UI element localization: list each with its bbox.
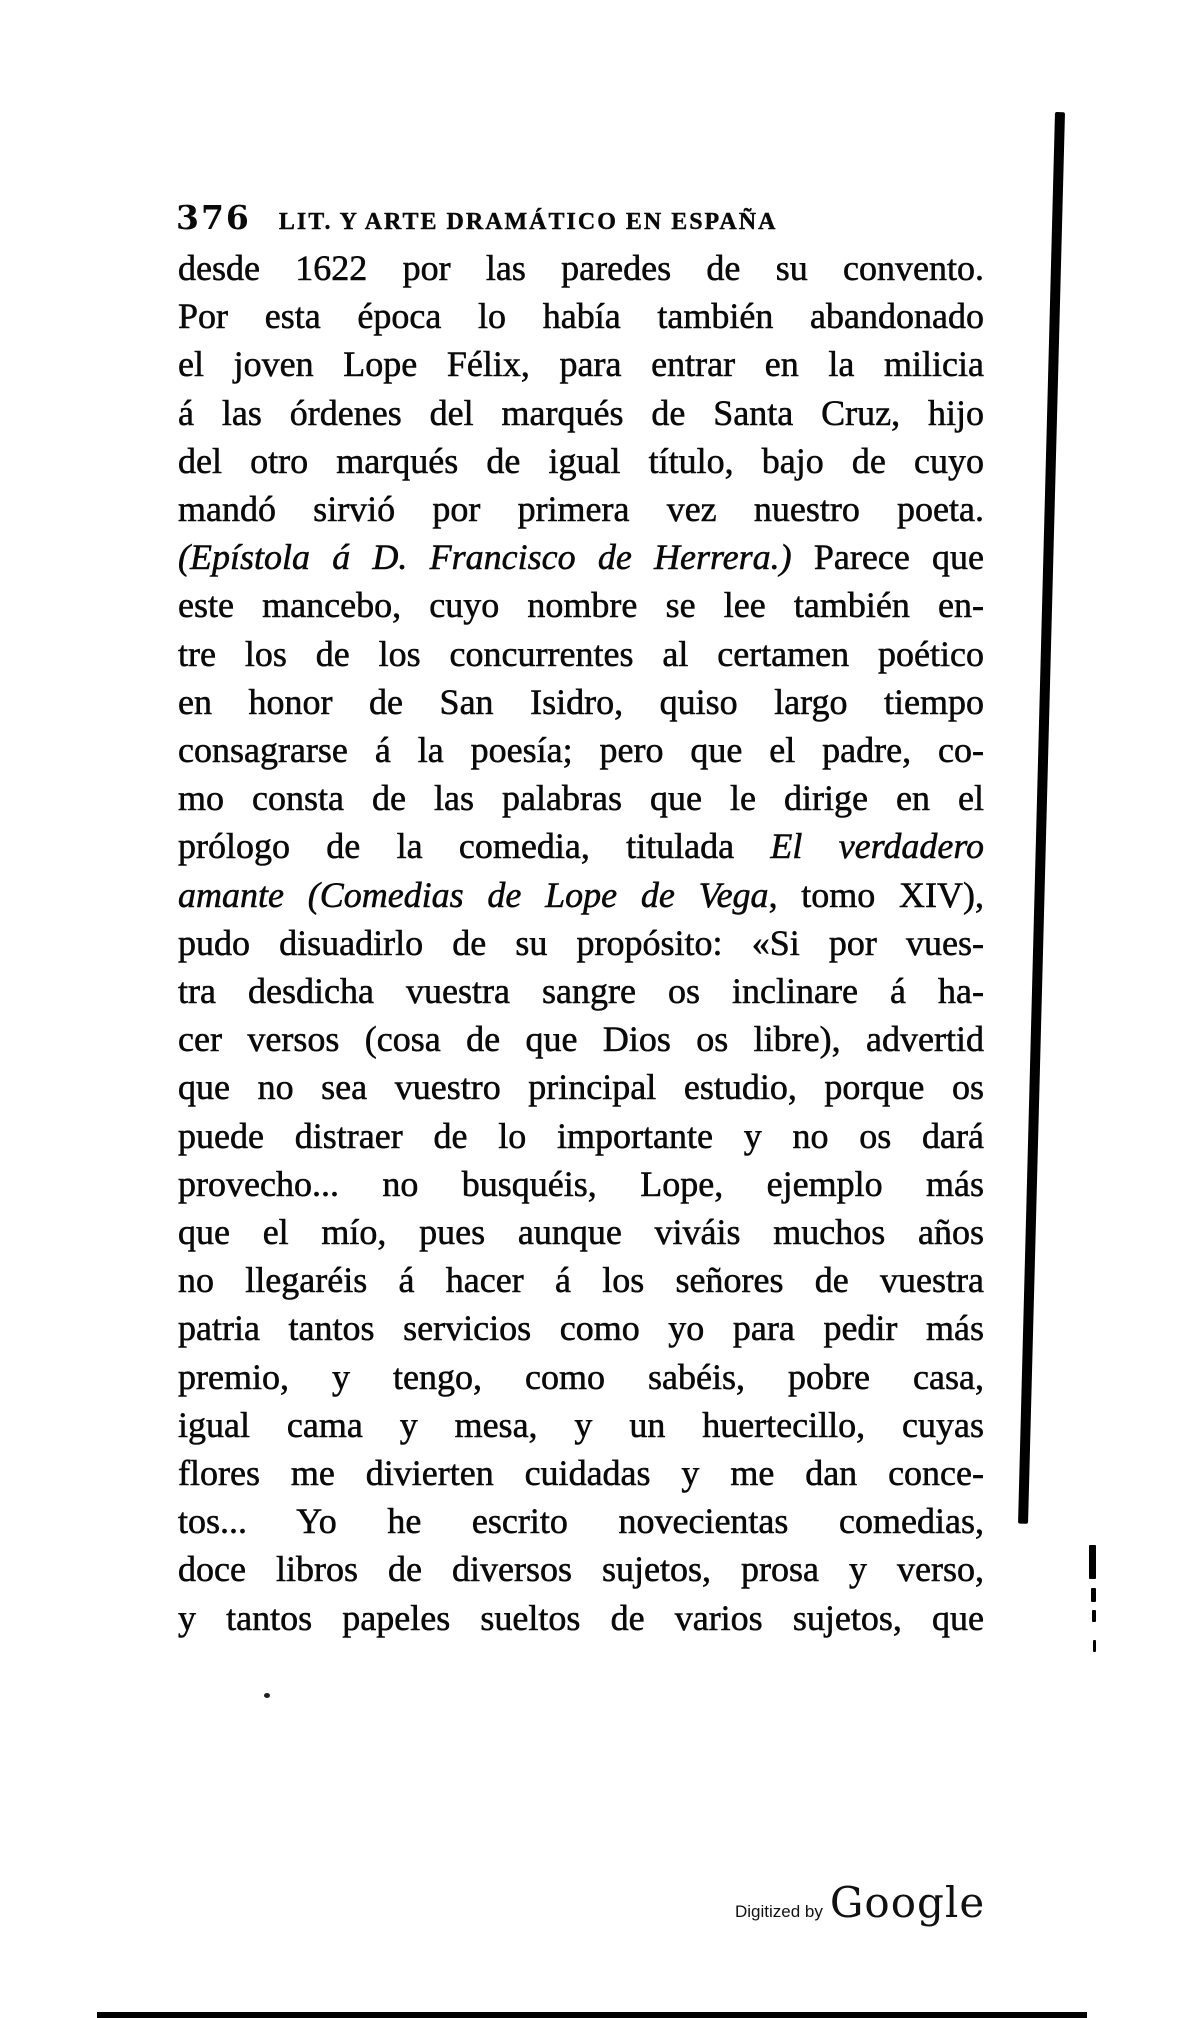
text-segment: El verdadero (770, 826, 984, 867)
text-segment: á las órdenes del marqués de Santa Cruz, hijo (178, 392, 984, 433)
text-line (178, 967, 984, 1015)
text-segment: Por esta época lo había también abandonado (178, 296, 984, 337)
text-line (178, 1401, 984, 1449)
text-line (178, 1449, 984, 1497)
text-line (178, 533, 984, 581)
text-line (178, 437, 984, 485)
text-line (178, 340, 984, 388)
text-segment: tra desdicha vuestra sangre os inclinare á ha- (178, 971, 984, 1012)
text-segment: flores me divierten cuidadas y me dan conce- (178, 1453, 984, 1494)
text-line (178, 1594, 984, 1642)
text-line (178, 581, 984, 629)
text-segment: pudo disuadirlo de su propósito: «Si por vues- (178, 922, 984, 963)
scan-bottom-edge (97, 2012, 1087, 2018)
scan-gutter-dash (1092, 1610, 1096, 1622)
text-line (178, 485, 984, 533)
watermark (735, 1878, 985, 1927)
text-segment: tre los de los concurrentes al certamen poético (178, 633, 984, 674)
scan-speck (264, 1693, 270, 1698)
text-segment: que no sea vuestro principal estudio, porque os (178, 1067, 984, 1108)
text-segment: , tomo XIV), (768, 874, 984, 915)
text-segment: patria tantos servicios como yo para pedir más (178, 1308, 984, 1349)
text-segment: Parece que (791, 537, 985, 578)
text-segment: doce libros de diversos sujetos, prosa y verso, (178, 1549, 984, 1590)
text-line (178, 774, 984, 822)
scan-gutter-dash (1093, 1640, 1096, 1652)
text-segment: en honor de San Isidro, quiso largo tiempo (178, 681, 984, 722)
text-segment: el joven Lope Félix, para entrar en la milicia (178, 344, 984, 385)
text-line (178, 1256, 984, 1304)
text-line (178, 630, 984, 678)
text-line (178, 1545, 984, 1593)
text-line (178, 389, 984, 437)
text-line (178, 1497, 984, 1545)
text-segment: cer versos (cosa de que Dios os libre), advertid (178, 1019, 984, 1060)
text-segment: premio, y tengo, como sabéis, pobre casa, (178, 1356, 984, 1397)
text-line (178, 1063, 984, 1111)
text-line (178, 244, 984, 292)
text-line (178, 292, 984, 340)
running-title: LIT. Y ARTE DRAMÁTICO EN ESPAÑA (278, 209, 778, 235)
text-block (178, 244, 984, 1642)
text-segment: y tantos papeles sueltos de varios sujetos, que (178, 1597, 984, 1638)
text-line (178, 1208, 984, 1256)
text-line (178, 871, 984, 919)
scan-gutter-line (1018, 112, 1065, 1524)
text-segment: consagrarse á la poesía; pero que el padre, co- (178, 730, 984, 771)
text-line (178, 678, 984, 726)
text-segment: amante (Comedias de Lope de Vega (178, 874, 769, 915)
scan-gutter-dash (1089, 1545, 1096, 1579)
text-segment: que el mío, pues aunque viváis muchos años (178, 1212, 984, 1253)
page-header (176, 198, 777, 237)
text-segment: provecho... no busquéis, Lope, ejemplo más (178, 1163, 984, 1204)
text-line (178, 1112, 984, 1160)
text-line (178, 1353, 984, 1401)
text-segment: no llegaréis á hacer á los señores de vuestra (178, 1260, 984, 1301)
text-line (178, 726, 984, 774)
text-line (178, 1304, 984, 1352)
text-segment: mandó sirvió por primera vez nuestro poeta. (178, 489, 984, 530)
text-segment: tos... Yo he escrito novecientas comedias, (178, 1501, 984, 1542)
text-segment: puede distraer de lo importante y no os dará (178, 1115, 984, 1156)
text-line (178, 822, 984, 870)
text-line (178, 1015, 984, 1063)
text-segment: del otro marqués de igual título, bajo de cuyo (178, 440, 984, 481)
text-segment: desde 1622 por las paredes de su convento. (178, 248, 984, 288)
text-segment: mo consta de las palabras que le dirige en el (178, 778, 984, 819)
digitized-by-label: Digitized by (735, 1902, 823, 1921)
scan-gutter-dash (1091, 1588, 1096, 1602)
text-segment: (Epístola á D. Francisco de Herrera.) (178, 537, 792, 578)
text-line (178, 1160, 984, 1208)
text-segment: prólogo de la comedia, titulada (178, 826, 771, 867)
page-number: 376 (176, 198, 251, 237)
google-logo: Google (829, 1878, 986, 1927)
text-segment: igual cama y mesa, y un huertecillo, cuyas (178, 1404, 984, 1445)
text-segment: este mancebo, cuyo nombre se lee también en- (178, 585, 984, 626)
text-line (178, 919, 984, 967)
